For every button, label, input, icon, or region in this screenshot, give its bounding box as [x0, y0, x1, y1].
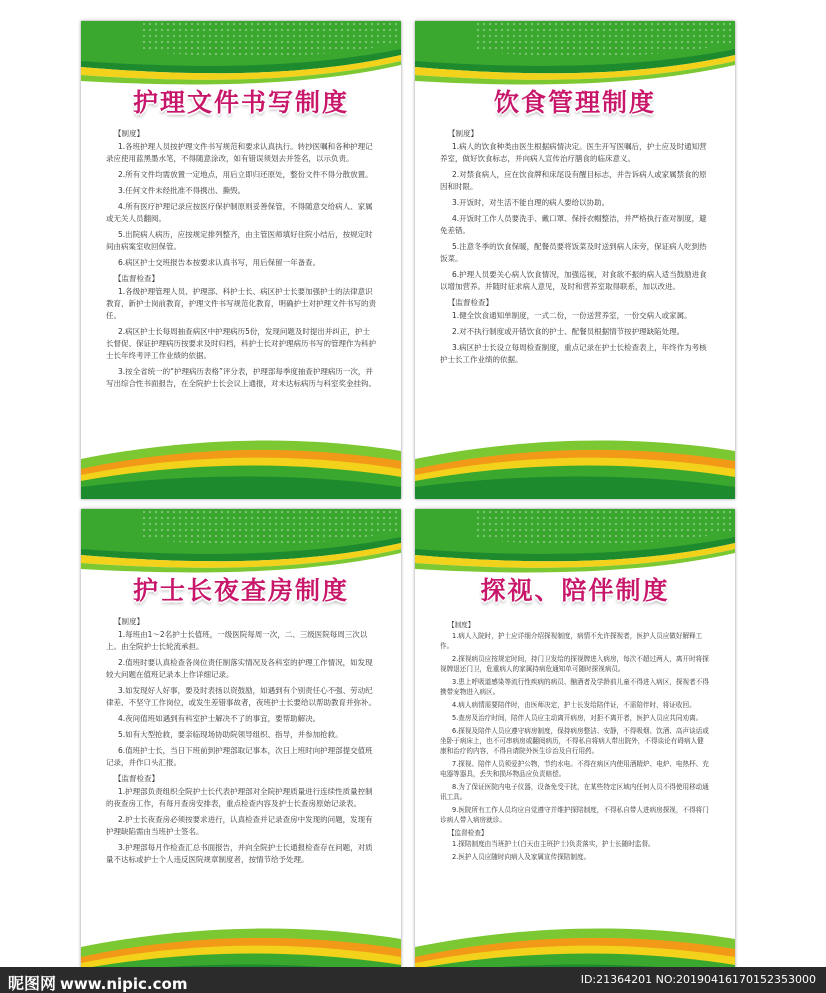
poster-board: [415, 21, 735, 499]
section-heading: 【制度】: [114, 129, 144, 138]
rule-item: 4.开饭时工作人员要洗手、戴口罩、保持衣帽整洁，并严格执行查对制度，避免差错。: [440, 214, 707, 235]
rule-item: 1.护理部负责组织全院护士长代表护理部对全院护理质量进行连续性质量控制的夜查房工作，有每月查房安排表，重点检查内容及护士长查房原始记录表。: [106, 787, 373, 808]
rule-item: 7.探视、陪伴人员须爱护公物，节约水电。不得在病区内使用酒精炉、电炉、电热杯、充电器等器具，丢失和损坏物品应负责赔偿。: [440, 760, 709, 778]
rule-item: 1.病人的饮食种类由医生根据病情决定。医生开写医嘱后，护士应及时通知营养室，做好饮食标志，并向病人宣传治疗膳食的临床意义。: [440, 142, 707, 163]
rule-item: 1.病人入院时，护士应详细介绍探视制度，病情不允许探视者，医护人员应做好解释工作。: [440, 632, 703, 650]
site-logo[interactable]: [8, 971, 187, 993]
board-title: 护士长夜查房制度: [132, 576, 349, 605]
poster-board: [81, 21, 401, 499]
rule-item: 6.病区护士交班报告本按要求认真书写，用后保留一年备查。: [118, 258, 321, 267]
board-title: 探视、陪伴制度: [480, 576, 670, 605]
rule-item: 1.健全饮食通知单制度，一式二份，一份送营养室，一份交病人或家属。: [452, 311, 692, 320]
rule-item: 2.探视病员应按规定时间，持门卫发给的探视牌进入病房，每次不超过两人，离开时将探视牌退还门卫，危重病人的家属持病危通知单可随时探视病员。: [440, 655, 709, 673]
section-heading: 【制度】: [448, 621, 475, 629]
rule-item: 1.探陪制度由当班护士(白天由主班护士)负责落实，护士长随时监督。: [452, 840, 655, 848]
rule-item: 9.医院所有工作人员均应自觉遵守并维护探陪制度，不得私自带人进病房探视，不得将门诊病人带入病房就诊。: [440, 806, 709, 824]
rule-item: 3.按全省统一的“护理病历表格”评分表，护理部每季度抽查护理病历一次，并写出综合性书面报告，在全院护士长会议上通报，对未达标病历与科室奖金挂钩。: [106, 367, 376, 388]
logo-url: www.nipic.com: [60, 975, 188, 993]
rule-item: 2.值班时要认真检查各岗位责任制落实情况及各科室的护理工作情况，如发现较大问题在值班记录本上作详细记录。: [106, 658, 373, 679]
green-wave-footer-decoration: [81, 429, 401, 499]
section-heading: 【监督检查】: [114, 774, 159, 783]
rule-item: 4.病人病情需要陪伴时，由医师决定，护士长发给陪伴证，不需陪伴时，将证收回。: [452, 701, 696, 709]
rule-item: 1.各级护理管理人员、护理部、科护士长、病区护士长要加强护士的法律意识教育，新护士岗前教育，护理文件书写规范化教育，明确护士对护理文件书写的责任。: [106, 287, 376, 320]
section-heading: 【监督检查】: [448, 298, 493, 307]
rule-item: 2.对不执行制度或开错饮食的护士、配餐员根据情节按护理缺陷处理。: [452, 327, 685, 336]
board-title: 护理文件书写制度: [132, 88, 349, 117]
poster-board: [415, 509, 735, 987]
image-id-text: ID:21364201 NO:20190416170152353000: [580, 973, 816, 986]
rule-item: 3.如发现好人好事，要及时表扬以资鼓励，如遇到有个别责任心不强、劳动纪律差、不坚守工作岗位，或发生差错事故者，夜班护士长要给以帮助教育并弥补。: [106, 686, 376, 707]
rule-item: 6.护理人员要关心病人饮食情况，加强巡视，对食欲不振的病人适当鼓励进食以增加营养。并随时征求病人意见，及时和营养室取得联系，加以改进。: [440, 270, 707, 291]
section-heading: 【制度】: [114, 617, 144, 626]
board-title: 饮食管理制度: [493, 88, 656, 117]
board-content: [106, 127, 376, 459]
board-content: [440, 619, 710, 947]
rule-item: 4.夜间值班如遇到有科室护士解决不了的事宜，要帮助解决。: [118, 714, 321, 723]
section-heading: 【监督检查】: [114, 274, 159, 283]
rule-item: 2.对禁食病人，应在饮食牌和床尾设有醒目标志，并告诉病人或家属禁食的原因和时限。: [440, 170, 707, 191]
rule-item: 5.如有大型抢救，要亲临现场协助院领导组织、指导，并参加抢救。: [118, 730, 343, 739]
rule-item: 3.病区护士长设立每周检查制度，重点记录在护士长检查表上，年终作为考核护士长工作业绩的依据。: [440, 343, 707, 364]
rule-item: 3.任何文件未经批准不得携出、撕毁。: [118, 186, 246, 195]
rule-item: 5.查房及治疗时间，陪伴人员应主动离开病房，对拒不离开者，医护人员应共同劝离。: [452, 714, 703, 722]
watermark-bar: [0, 967, 826, 993]
rule-item: 4.所有医疗护理记录应按医疗保护制原则妥善保管，不得随意交给病人、家属或无关人员翻阅。: [106, 202, 373, 223]
rule-item: 1.各班护理人员按护理文件书写规范和要求认真执行。转抄医嘱和各种护理记录应使用蓝黑墨水笔，不得随意涂改，如有错误须划去并签名，以示负责。: [106, 142, 373, 163]
board-content: [106, 615, 376, 947]
poster-board: [81, 509, 401, 987]
rule-item: 1.每班由1～2名护士长值班，一级医院每周一次，二、三级医院每周三次以上。由全院护士长轮流承担。: [106, 630, 368, 651]
rule-item: 8.为了保证医院内电子仪器，设备免受干扰，在某些特定区域内任何人员不得使用移动通讯工具。: [440, 783, 709, 801]
section-heading: 【制度】: [448, 129, 478, 138]
rule-item: 3.护理部每月作检查汇总书面报告，并向全院护士长通报检查存在问题，对质量不达标或护士个人违反医院规章制度者，按情节给予处理。: [106, 843, 373, 864]
rule-item: 5.出院病人病历，应按规定排列整齐，由主管医师填好住院小结后，按规定时间由病案室收回保管。: [106, 230, 373, 251]
rule-item: 2.病区护士长每周抽查病区中护理病历5份，发现问题及时提出并纠正，护士长督促、保证护理病历按要求及时归档，科护士长对护理病历书写的管理作为科护士长年终考评工作业绩的依据。: [106, 327, 376, 360]
board-content: [440, 127, 710, 459]
rule-item: 3.患上呼吸道感染等流行性疾病的病员、酗酒者及学龄前儿童不得进入病区，探视者不得携带宠物进入病区。: [440, 678, 709, 696]
rule-item: 6.值班护士长，当日下班前到护理部取记事本，次日上班时向护理部提交值班记录，并作口头汇报。: [106, 746, 373, 767]
rule-item: 2.所有文件均需放置一定地点，用后立即归还原处，整份文件不得分散放置。: [118, 170, 373, 179]
rule-item: 2.护士长夜查房必须按要求进行，认真检查并记录查房中发现的问题，发现有护理缺陷需由当班护士签名。: [106, 815, 373, 836]
section-heading: 【监督检查】: [448, 829, 488, 837]
rule-item: 6.探视及陪伴人员应遵守病房制度，保持病房整洁、安静，不得吸烟、饮酒、高声谈话或坐卧于病床上，也不可串病房或翻阅病历，不得私自将病人带出院外，不得谈论有碍病人健康和治疗的内容，不得自请院外医生诊治及自行用药。: [440, 727, 709, 755]
rule-item: 3.开饭时，对生活不能自理的病人要给以协助。: [452, 198, 610, 207]
green-wave-footer-decoration: [415, 429, 735, 499]
logo-text: 昵图网: [8, 974, 57, 993]
rule-item: 2.医护人员应随时向病人及家属宣传探陪制度。: [452, 853, 591, 861]
rule-item: 5.注意冬季的饮食保暖，配餐员要将饭菜及时送到病人床旁，保证病人吃到热饭菜。: [440, 242, 707, 263]
